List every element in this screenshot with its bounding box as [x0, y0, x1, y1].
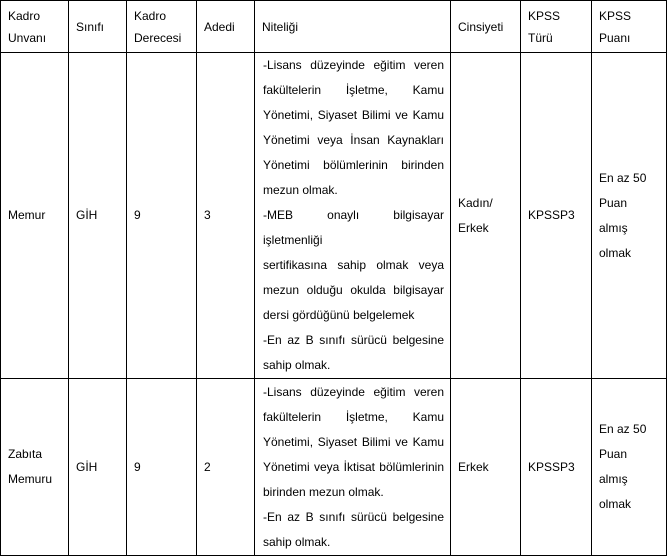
nitelik-line: -En az B sınıfı sürücü belgesine: [263, 509, 444, 524]
cell-derece: 9: [127, 379, 197, 556]
cell-unvan: [1, 379, 69, 556]
cell-text: Erkek: [458, 459, 489, 474]
cell-text: olmak: [599, 245, 632, 260]
cell-text: En az 50: [599, 170, 647, 185]
header-label: KPSS: [528, 8, 561, 23]
nitelik-line: mezun olmak.: [263, 183, 338, 197]
cell-sinif: GİH: [69, 53, 127, 379]
nitelik-line: -MEB onaylı bilgisayar işletmenliği: [263, 208, 444, 247]
header-kadro-derecesi: [127, 1, 197, 53]
nitelik-line: Yönetimi bölümlerinin birinden: [263, 158, 444, 172]
cell-kpss-turu: KPSSP3: [521, 53, 592, 379]
header-label: KPSS: [599, 8, 632, 23]
cell-kpss-puani: [592, 53, 667, 379]
cell-kpss-turu: KPSSP3: [521, 379, 592, 556]
cell-unvan: [1, 53, 69, 379]
header-cinsiyeti: [451, 1, 521, 53]
cell-text: Puan: [599, 195, 628, 210]
cell-text: Memuru: [8, 472, 53, 486]
nitelik-line: -Lisans düzeyinde eğitim veren: [263, 384, 444, 399]
cell-text: Zabıta: [8, 447, 43, 461]
cell-text: En az 50: [599, 422, 647, 436]
nitelik-line: fakültelerin İşletme, Kamu: [263, 83, 444, 97]
table-row-memur: [1, 53, 667, 379]
cell-text: Memur: [8, 208, 46, 222]
cell-adet: 2: [197, 379, 255, 556]
header-adedi: [197, 1, 255, 53]
header-label: Sınıfı: [76, 19, 105, 34]
nitelik-line: Yönetimi, Siyaset Bilimi ve Kamu: [263, 108, 444, 122]
cell-kpss-puani: [592, 379, 667, 556]
header-label: Kadro: [134, 8, 167, 23]
cell-cinsiyet: [451, 53, 521, 379]
cell-derece: 9: [127, 53, 197, 379]
cell-text: almış: [599, 220, 628, 235]
nitelik-line: Yönetimi veya İnsan Kaynakları: [263, 133, 444, 147]
header-sinifi: [69, 1, 127, 53]
cell-text: Erkek: [458, 220, 489, 235]
nitelik-line: sertifikasına sahip olmak veya: [263, 258, 444, 272]
nitelik-line: mezun olduğu okulda bilgisayar: [263, 283, 444, 297]
header-label: Kadro: [8, 8, 41, 23]
header-label: Derecesi: [134, 30, 182, 45]
cell-nitelik: [255, 379, 451, 556]
header-label: Unvanı: [8, 30, 47, 45]
nitelik-line: -Lisans düzeyinde eğitim veren: [263, 58, 444, 72]
header-kadro-unvani: [1, 1, 69, 53]
nitelik-line: sahip olmak.: [263, 358, 331, 372]
header-label: Adedi: [204, 19, 235, 34]
cell-text: almış: [599, 472, 628, 486]
cell-text: Puan: [599, 447, 628, 461]
header-label: Puanı: [599, 30, 631, 45]
nitelik-line: Yönetimi, Siyaset Bilimi ve Kamu: [263, 434, 444, 449]
cell-text: Kadın/: [458, 195, 493, 210]
cell-nitelik: [255, 53, 451, 379]
header-label: Niteliği: [262, 19, 299, 34]
header-row: [1, 1, 667, 53]
header-kpss-puani: [592, 1, 667, 53]
header-kpss-turu: [521, 1, 592, 53]
table-row-zabita-memuru: [1, 379, 667, 556]
cell-adet: 3: [197, 53, 255, 379]
nitelik-line: sahip olmak.: [263, 534, 331, 549]
cell-sinif: GİH: [69, 379, 127, 556]
header-label: Cinsiyeti: [458, 19, 504, 34]
nitelik-line: -En az B sınıfı sürücü belgesine: [263, 333, 444, 347]
header-label: Türü: [528, 30, 553, 45]
cell-cinsiyet: [451, 379, 521, 556]
cell-text: olmak: [599, 497, 632, 511]
nitelik-line: birinden mezun olmak.: [263, 484, 384, 499]
nitelik-line: fakültelerin İşletme, Kamu: [263, 409, 444, 424]
header-niteligi: [255, 1, 451, 53]
nitelik-line: Yönetimi veya İktisat bölümlerinin: [263, 459, 444, 474]
nitelik-line: dersi gördüğünü belgelemek: [263, 308, 415, 322]
